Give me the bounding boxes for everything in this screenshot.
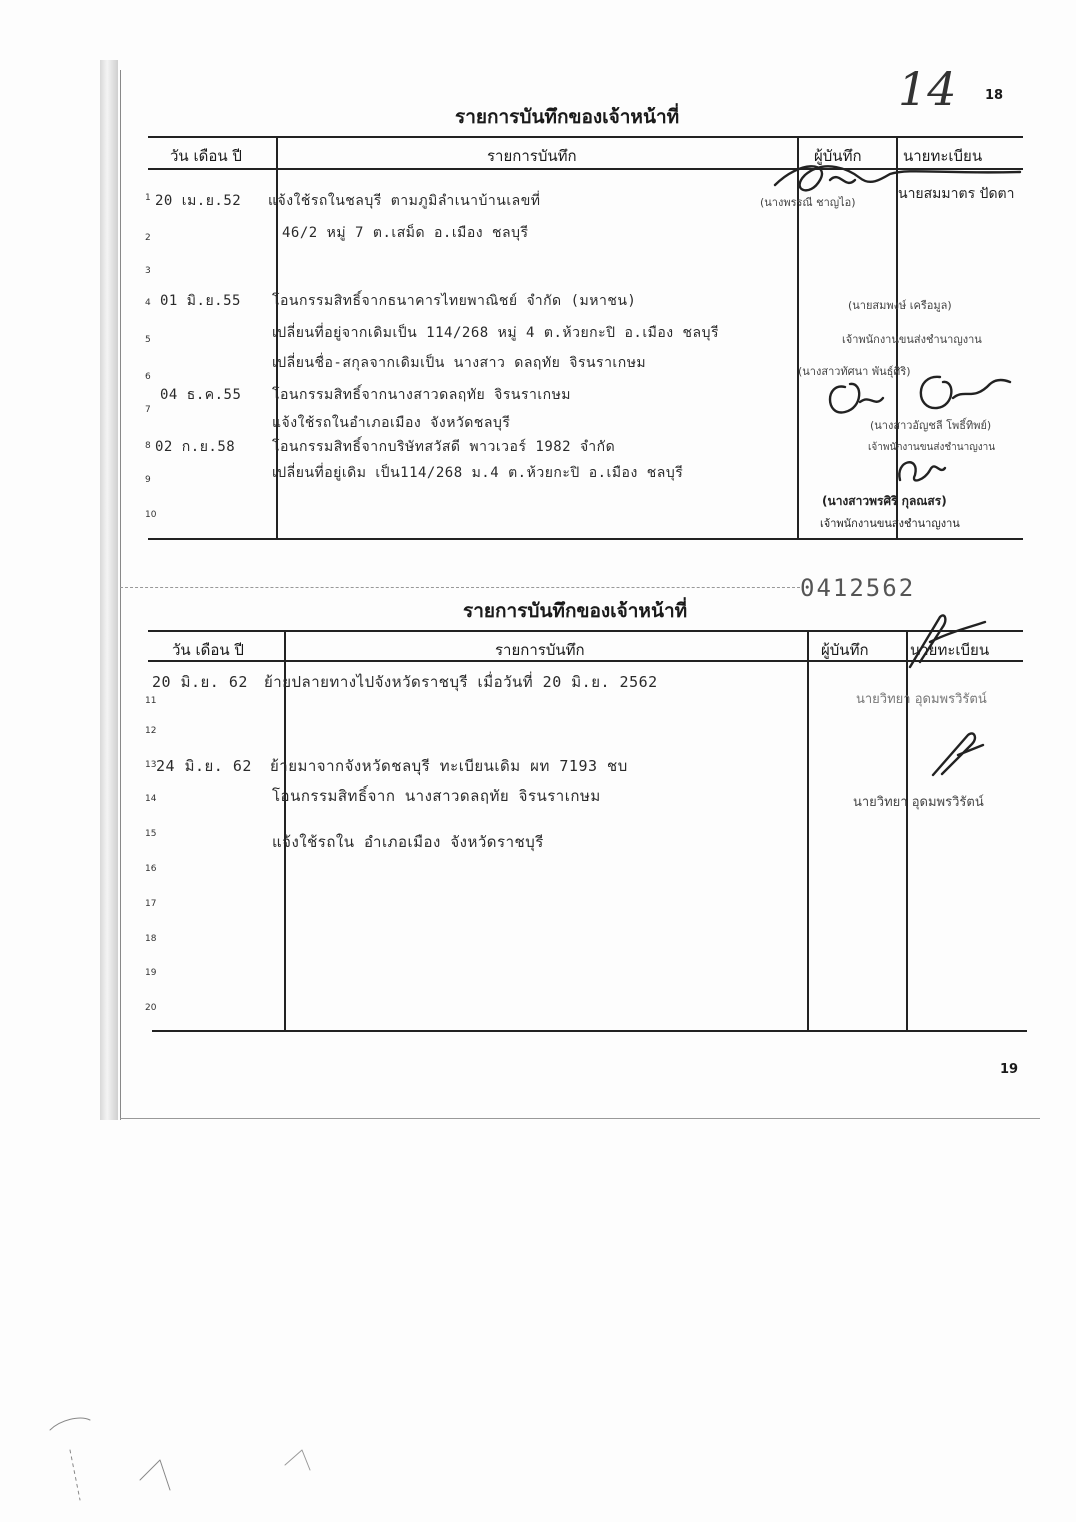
entry-text: โอนกรรมสิทธิ์จากนางสาวดลฤทัย จิรนราเกษม <box>272 387 572 403</box>
entry-date: 04 ธ.ค.55 <box>160 387 242 403</box>
line-number: 16 <box>145 864 157 874</box>
line-number: 19 <box>145 968 157 978</box>
line-number: 20 <box>145 1003 157 1013</box>
registrar-name: นายสมมาตร ปัดตา <box>898 186 1015 202</box>
line-number: 12 <box>145 726 157 736</box>
page-left-border <box>120 70 121 1120</box>
line-number: 18 <box>145 934 157 944</box>
page-bottom-border <box>120 1118 1040 1119</box>
header-entry: รายการบันทึก <box>495 641 585 659</box>
section-separator <box>120 587 800 588</box>
recorder-name: (นางสาวพรศิริ กุลณสร) <box>822 494 947 508</box>
entry-text: เปลี่ยนที่อยู่จากเดิมเป็น 114/268 หมู่ 4 ต.ห้วยกะปิ อ.เมือง ชลบุรี <box>272 325 719 341</box>
line-number: 8 <box>145 441 151 451</box>
line-number: 4 <box>145 298 151 308</box>
column-divider-entry <box>807 630 809 1030</box>
page-number-top: 18 <box>985 88 1004 103</box>
section-title-top: รายการบันทึกของเจ้าหน้าที่ <box>455 106 680 128</box>
page-number-bottom: 19 <box>1000 1062 1019 1077</box>
header-recorder: ผู้บันทึก <box>821 641 869 659</box>
signature-scribble <box>928 730 988 780</box>
recorder-name: (นางสาวทัศนา พันธุ์ศิริ) <box>798 365 911 378</box>
table-header-divider <box>148 660 1023 662</box>
stamp-number: 0412562 <box>800 574 916 602</box>
scan-artifact <box>30 1390 290 1510</box>
entry-text: 46/2 หมู่ 7 ต.เสม็ด อ.เมือง ชลบุรี <box>282 225 529 241</box>
entry-date: 20 มิ.ย. 62 <box>152 673 248 691</box>
entry-text: เปลี่ยนที่อยู่เดิม เป็น114/268 ม.4 ต.ห้วยกะปิ อ.เมือง ชลบุรี <box>272 465 684 481</box>
handwritten-page-number: 14 <box>898 62 957 116</box>
signature-scribble <box>890 440 950 490</box>
table-bottom-border <box>152 1030 1027 1032</box>
header-date: วัน เดือน ปี <box>172 641 244 659</box>
line-number: 15 <box>145 829 157 839</box>
line-number: 2 <box>145 233 151 243</box>
recorder-name: (นางพรรณี ชาญไอ) <box>760 196 856 209</box>
signature-scribble <box>815 362 1015 432</box>
table-bottom-border <box>148 538 1023 540</box>
line-number: 1 <box>145 193 151 203</box>
line-number: 10 <box>145 510 157 520</box>
section-title-bottom: รายการบันทึกของเจ้าหน้าที่ <box>463 600 688 622</box>
entry-text: ย้ายมาจากจังหวัดชลบุรี ทะเบียนเดิม ผท 7193 ชบ <box>270 757 628 775</box>
table-top-border <box>148 136 1023 138</box>
line-number: 7 <box>145 405 151 415</box>
entry-text: แจ้งใช้รถในอำเภอเมือง จังหวัดชลบุรี <box>272 415 511 431</box>
binder-edge <box>100 60 118 1120</box>
entry-text: แจ้งใช้รถใน อำเภอเมือง จังหวัดราชบุรี <box>272 833 544 851</box>
line-number: 9 <box>145 475 151 485</box>
entry-text: โอนกรรมสิทธิ์จากธนาคารไทยพาณิชย์ จำกัด (มหาชน) <box>272 293 637 309</box>
recorder-name: (นางสาวอัญชลี โพธิ์ทิพย์) <box>870 419 992 432</box>
entry-date: 20 เม.ย.52 <box>155 193 242 209</box>
entry-text: แจ้งใช้รถในชลบุรี ตามภูมิลำเนาบ้านเลขที่ <box>268 193 541 209</box>
registrar-name: นายวิทยา อุดมพรวิรัตน์ <box>853 795 984 810</box>
line-number: 5 <box>145 335 151 345</box>
entry-date: 02 ก.ย.58 <box>155 439 236 455</box>
entry-text: เปลี่ยนชื่อ-สกุลจากเดิมเป็น นางสาว ดลฤทัย จิรนราเกษม <box>272 355 647 371</box>
line-number: 13 <box>145 760 157 770</box>
entry-text: โอนกรรมสิทธิ์จาก นางสาวดลฤทัย จิรนราเกษม <box>272 787 601 805</box>
entry-text: โอนกรรมสิทธิ์จากบริษัทสวัสดี พาวเวอร์ 1982 จำกัด <box>272 439 616 455</box>
header-date: วัน เดือน ปี <box>170 147 242 165</box>
entry-date: 01 มิ.ย.55 <box>160 293 241 309</box>
line-number: 14 <box>145 794 157 804</box>
registrar-name: นายวิทยา อุดมพรวิรัตน์ <box>856 692 987 707</box>
recorder-title: เจ้าพนักงานขนส่งชำนาญงาน <box>842 333 982 346</box>
header-registrar: นายทะเบียน <box>910 641 990 659</box>
line-number: 6 <box>145 372 151 382</box>
signature-scribble <box>770 150 1030 210</box>
entry-text: ย้ายปลายทางไปจังหวัดราชบุรี เมื่อวันที่ 20 มิ.ย. 2562 <box>264 673 658 691</box>
table-top-border <box>148 630 1023 632</box>
line-number: 11 <box>145 696 157 706</box>
recorder-name: (นายสมพงษ์ เครือมูล) <box>848 299 952 312</box>
header-entry: รายการบันทึก <box>487 147 577 165</box>
signature-scribble <box>900 612 990 672</box>
entry-date: 24 มิ.ย. 62 <box>156 757 252 775</box>
recorder-title: เจ้าพนักงานขนส่งชำนาญงาน <box>820 517 960 530</box>
line-number: 17 <box>145 899 157 909</box>
recorder-title: เจ้าพนักงานขนส่งชำนาญงาน <box>868 442 996 453</box>
header-recorder: ผู้บันทึก <box>814 147 862 165</box>
header-registrar: นายทะเบียน <box>903 147 983 165</box>
line-number: 3 <box>145 266 151 276</box>
